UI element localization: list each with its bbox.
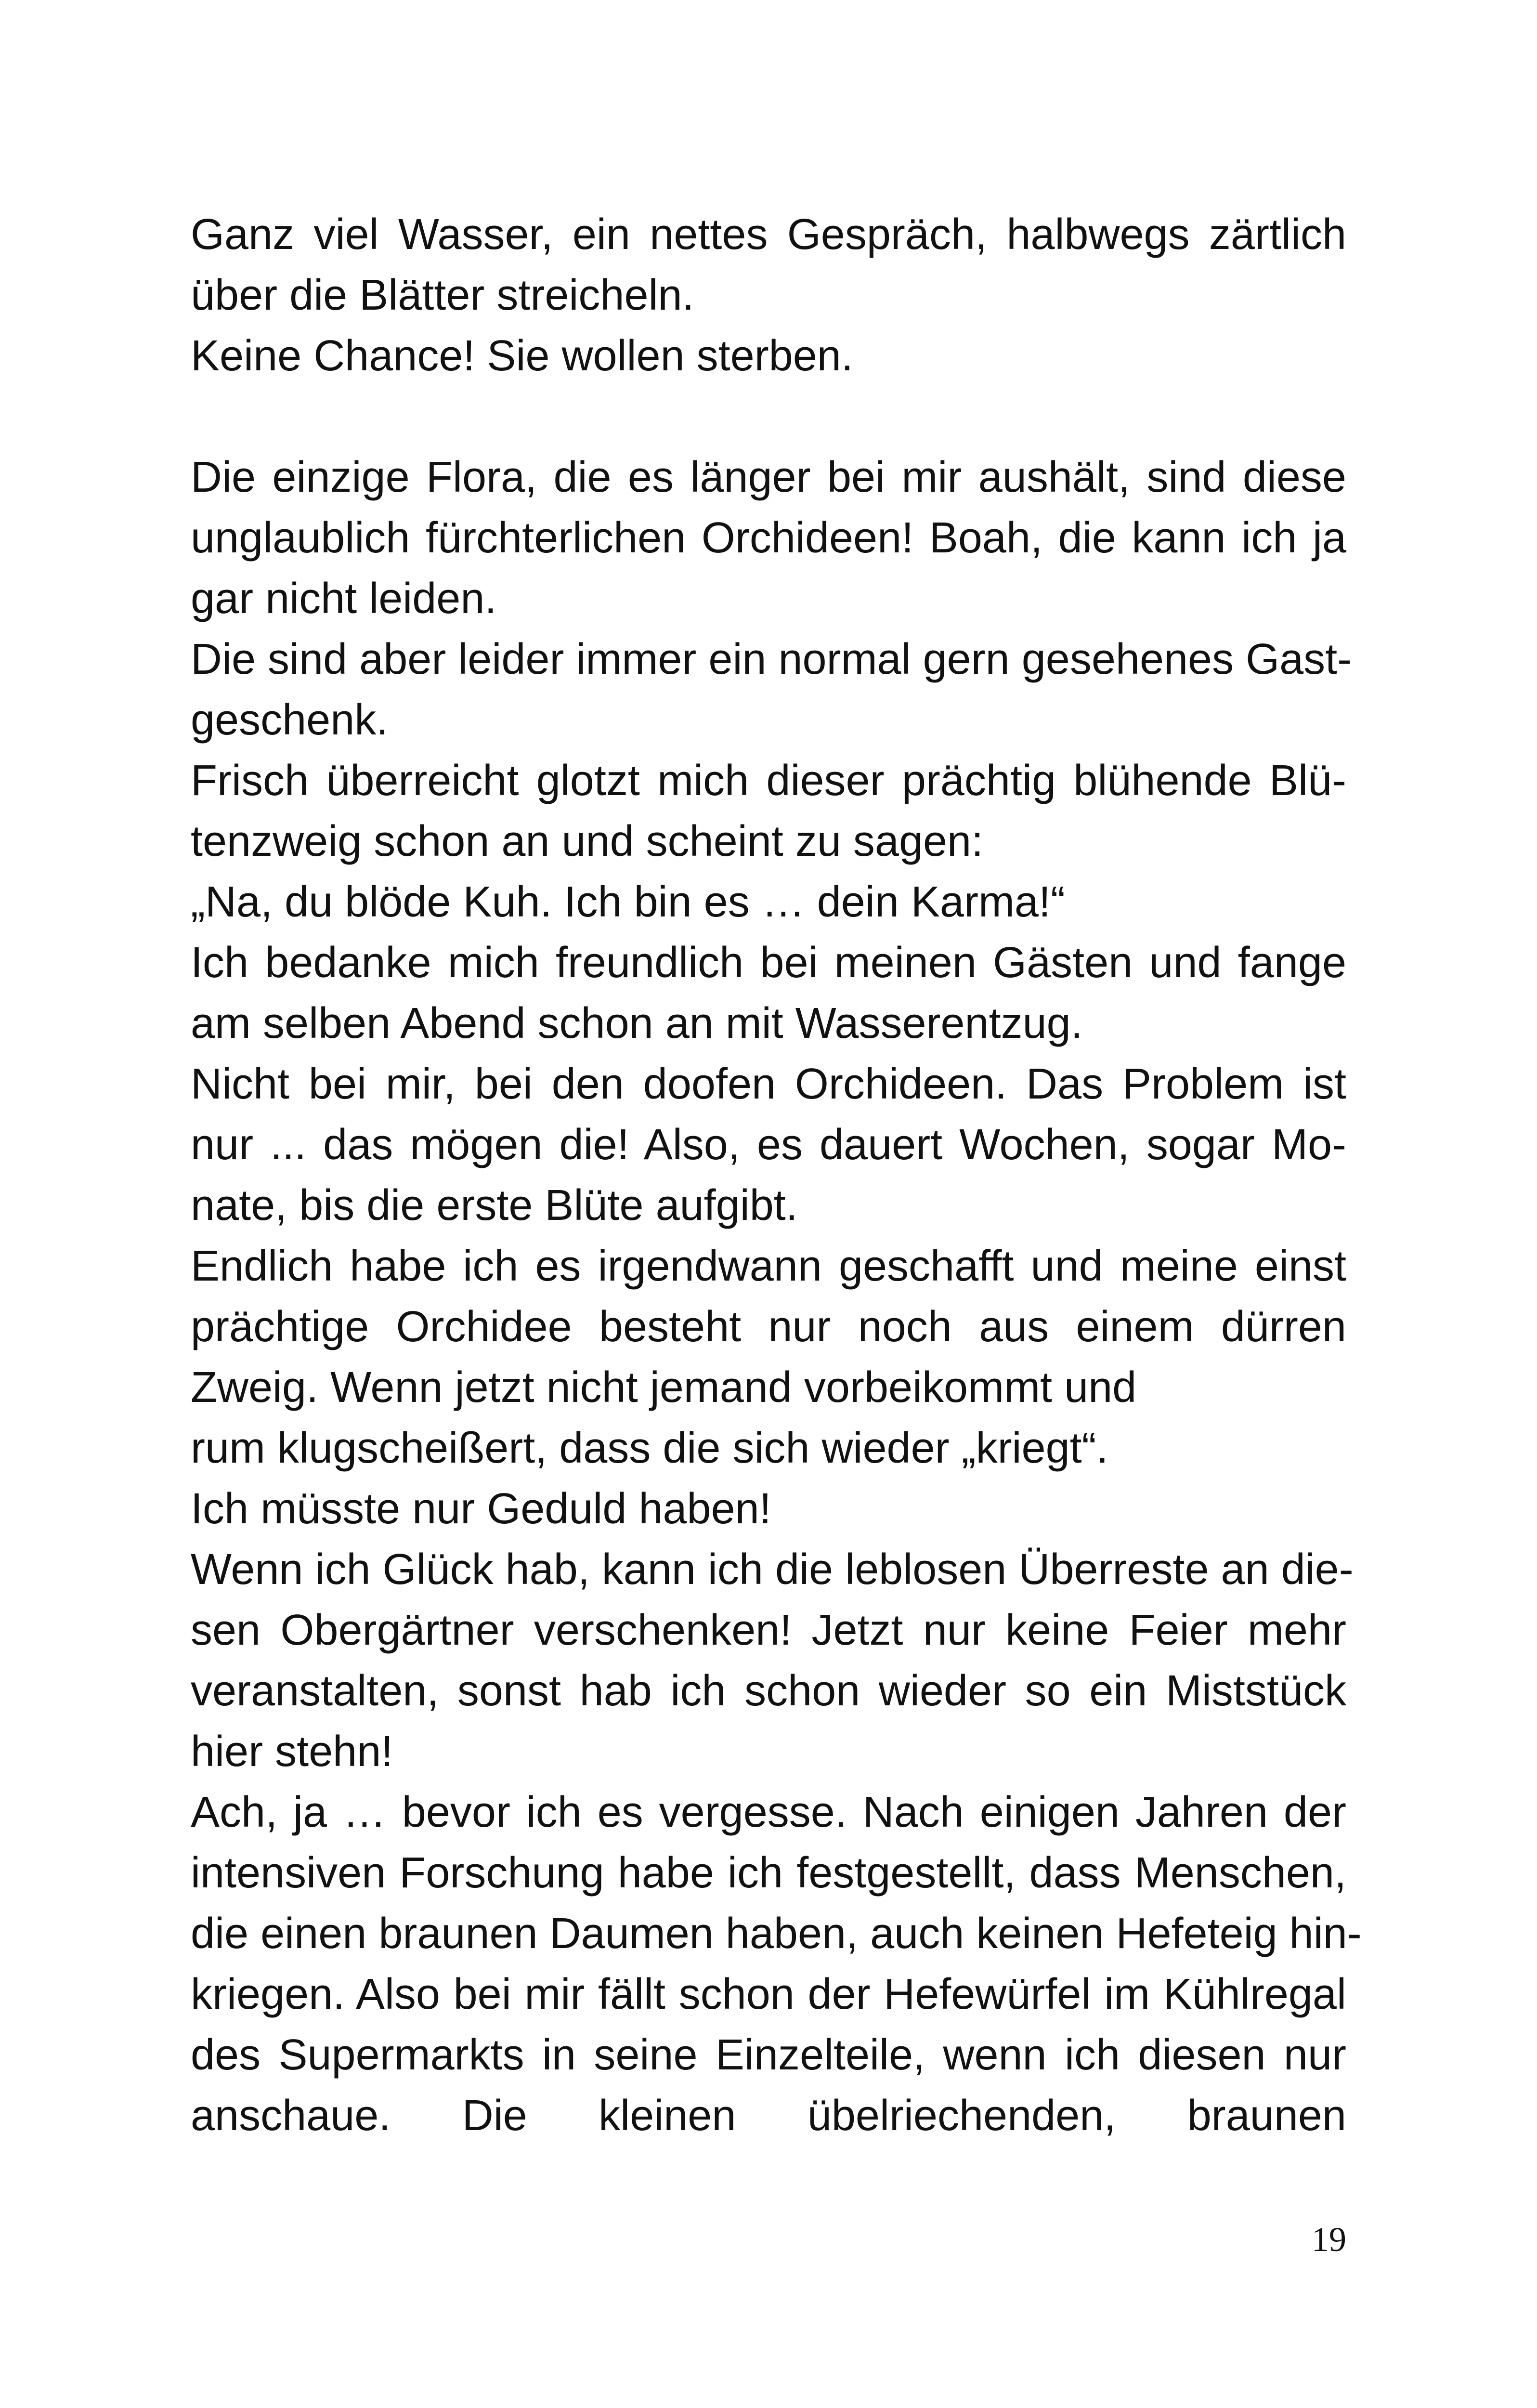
text-line: unglaublich fürchterlichen Orchideen! Boah, die kann ich ja (191, 514, 1346, 562)
text-line: nate, bis die erste Blüte aufgibt. (191, 1181, 798, 1230)
text-line: Zweig. Wenn jetzt nicht jemand vorbeikommt und (191, 1363, 1137, 1412)
text-line: gar nicht leiden. (191, 575, 497, 623)
text-line: intensiven Forschung habe ich festgestellt, dass Menschen, (191, 1849, 1346, 1897)
text-line: anschaue. Die kleinen übelriechenden, braunen (191, 2092, 1346, 2140)
text-line: am selben Abend schon an mit Wasserentzug. (191, 999, 1083, 1047)
text-line: Die einzige Flora, die es länger bei mir aushält, sind diese (191, 453, 1346, 501)
text-line: über die Blätter streicheln. (191, 271, 694, 319)
text-line: Nicht bei mir, bei den doofen Orchideen. Das Problem ist (191, 1060, 1346, 1108)
text-line: prächtige Orchidee besteht nur noch aus einem dürren (191, 1303, 1346, 1351)
text-line: Die sind aber leider immer ein normal gern gesehenes Gast- (191, 635, 1352, 683)
text-line: Ich müsste nur Geduld haben! (191, 1485, 771, 1533)
text-line: des Supermarkts in seine Einzelteile, wenn ich diesen nur (191, 2031, 1346, 2079)
text-line: rum klugscheißert, dass die sich wieder „kriegt“. (191, 1424, 1108, 1472)
text-line: Frisch überreicht glotzt mich dieser prächtig blühende Blü- (191, 757, 1346, 805)
text-line: geschenk. (191, 696, 389, 744)
text-line: kriegen. Also bei mir fällt schon der Hefewürfel im Kühlregal (191, 1970, 1346, 2018)
text-line: Ganz viel Wasser, ein nettes Gespräch, halbwegs zärtlich (191, 210, 1346, 259)
text-line: nur ... das mögen die! Also, es dauert Wochen, sogar Mo- (191, 1121, 1346, 1169)
text-line: Ach, ja … bevor ich es vergesse. Nach einigen Jahren der (191, 1788, 1346, 1836)
text-line: Keine Chance! Sie wollen sterben. (191, 332, 853, 380)
text-line: Endlich habe ich es irgendwann geschafft und meine einst (191, 1242, 1346, 1290)
text-line: die einen braunen Daumen haben, auch keinen Hefeteig hin- (191, 1910, 1362, 1958)
text-line: sen Obergärtner verschenken! Jetzt nur keine Feier mehr (191, 1606, 1346, 1654)
text-line: veranstalten, sonst hab ich schon wieder so ein Miststück (191, 1667, 1346, 1715)
text-line: hier stehn! (191, 1727, 393, 1776)
text-line: „Na, du blöde Kuh. Ich bin es … dein Karma!“ (191, 878, 1065, 926)
text-line: Wenn ich Glück hab, kann ich die leblosen Überreste an die- (191, 1545, 1354, 1594)
page-number: 19 (1312, 2220, 1346, 2259)
text-line: Ich bedanke mich freundlich bei meinen Gästen und fange (191, 939, 1346, 987)
text-line: tenzweig schon an und scheint zu sagen: (191, 817, 984, 865)
